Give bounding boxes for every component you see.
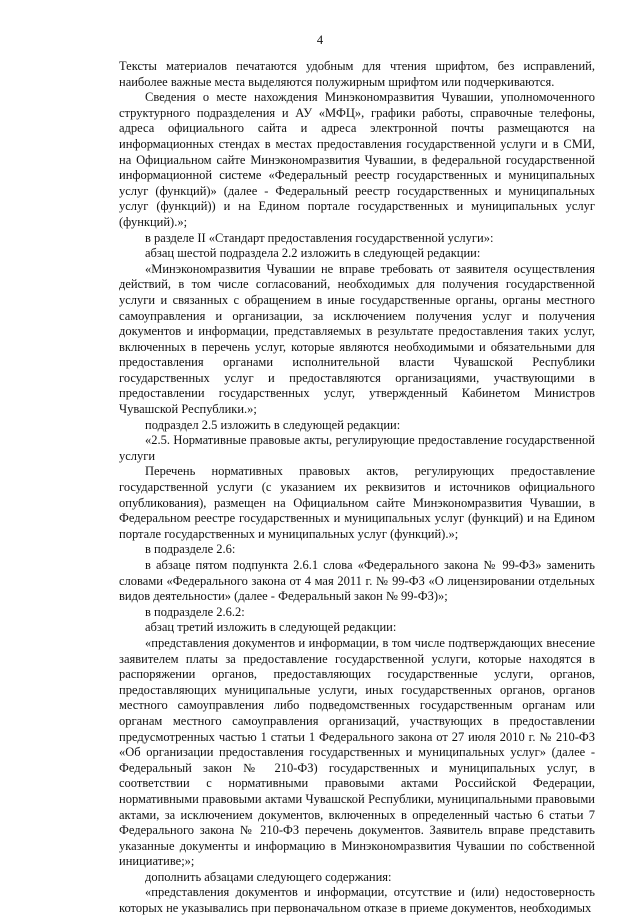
paragraph: подраздел 2.5 изложить в следующей редакции:: [145, 417, 401, 432]
paragraph: в подразделе 2.6.2:: [145, 604, 245, 619]
paragraph: абзац третий изложить в следующей редакции:: [145, 620, 397, 635]
paragraph: в разделе II «Стандарт предоставления государственной услуги»:: [145, 230, 494, 245]
paragraph: «представления документов и информации, в том числе подтверждающих внесение заявителем платы за предоставление государственной услуги, которые находятся в распоряжении органов, предоставляющих государственные услуги, органов, предоставляющих муниципальные услуги, иных государственных органов, органов местного самоуправления либо подведомственных государственным органам или органам местного самоуправления организаций, участвующих в предоставлении предусмотренных частью 1 статьи 1 Федерального закона от 27 июля 2010 г. № 210-ФЗ «Об организации предоставления государственных и муниципальных услуг» (далее - Федеральный закон № 210-ФЗ) государственных и муниципальных услуг, в соответствии с нормативными правовыми актами Российской Федерации, нормативными правовыми актами Чувашской Республики, муниципальными правовыми актами, за исключением документов, включенных в определенный частью 6 статьи 7 Федерального закона № 210-ФЗ перечень документов. Заявитель вправе представить указанные документы и информацию в Минэкономразвития Чувашии по собственной инициативе;»;: [119, 635, 595, 869]
paragraph: «представления документов и информации, отсутствие и (или) недостоверность которых не указывались при первоначальном отказе в приеме документов, необходимых: [119, 885, 595, 916]
paragraph: дополнить абзацами следующего содержания:: [145, 869, 392, 884]
paragraph: Перечень нормативных правовых актов, регулирующих предоставление государственной услуги (с указанием их реквизитов и источников официального опубликования), размещен на Официальном сайте Минэкономразвития Чувашии, в Федеральном реестре государственных и муниципальных услуг (функций) и на Едином портале государственных и муниципальных услуг (функций).»;: [119, 464, 595, 541]
paragraph: Сведения о месте нахождения Минэкономразвития Чувашии, уполномоченного структурного подразделения и АУ «МФЦ», графики работы, справочные телефоны, адреса официального сайта и адреса электронной почты размещаются на информационных стендах в местах предоставления государственной услуги и в СМИ, на Официальном сайте Минэкономразвития Чувашии, в федеральной государственной информационной системе «Федеральный реестр государственных и муниципальных услуг (функций)» (далее - Федеральный реестр государственных и муниципальных услуг (функций)) и на Едином портале государственных и муниципальных услуг (функций).»;: [119, 90, 595, 229]
paragraph: «Минэкономразвития Чувашии не вправе требовать от заявителя осуществления действий, в том числе согласований, необходимых для получения государственной услуги и связанных с обращением в иные государственные органы, органы местного самоуправления и организации, за исключением получения услуг и получения документов и информации, представляемых в результате предоставления таких услуг, включенных в перечень услуг, которые являются необходимыми и обязательными для предоставления органами исполнительной власти Чувашской Республики государственных услуг и предоставляются организациями, участвующими в предоставлении государственных услуг, утвержденный Кабинетом Министров Чувашской Республики.»;: [119, 261, 595, 417]
document-body: [119, 59, 595, 917]
paragraph: «2.5. Нормативные правовые акты, регулирующие предоставление государственной услуги: [119, 433, 595, 463]
page-number: 4: [316, 33, 324, 47]
paragraph: Тексты материалов печатаются удобным для чтения шрифтом, без исправлений, наиболее важные места выделяются полужирным шрифтом или подчеркиваются.: [119, 59, 595, 89]
paragraph: абзац шестой подраздела 2.2 изложить в следующей редакции:: [145, 246, 481, 261]
paragraph: в абзаце пятом подпункта 2.6.1 слова «Федерального закона № 99-ФЗ» заменить словами «Федерального закона от 4 мая 2011 г. № 99-ФЗ «О лицензировании отдельных видов деятельности» (далее - Федеральный закон № 99-ФЗ)»;: [119, 558, 595, 604]
paragraph: в подразделе 2.6:: [145, 542, 236, 557]
